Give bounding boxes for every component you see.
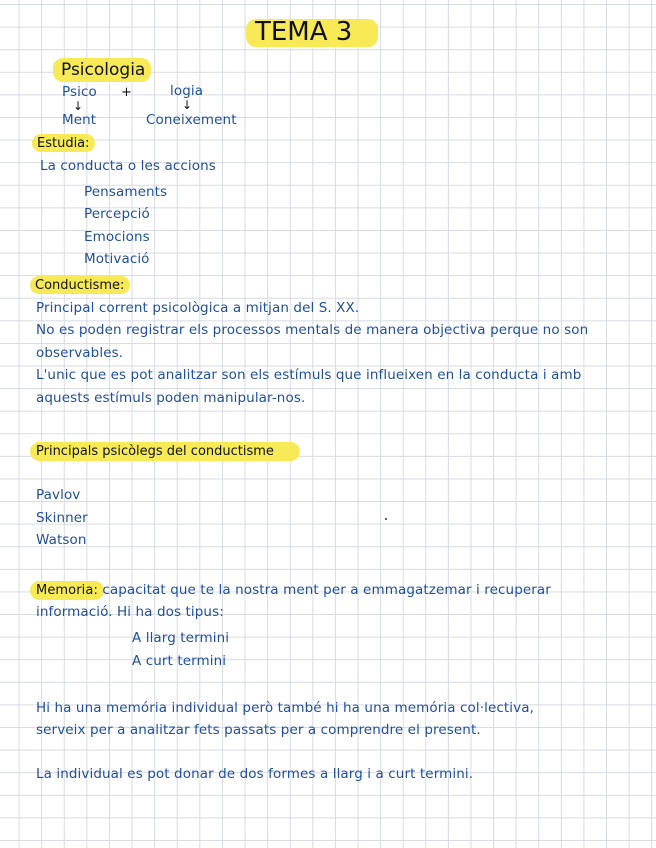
memoria-paragraph-line: serveix per a analitzar fets passats per a comprendre el present. xyxy=(36,722,481,738)
memoria-paragraph-line: La individual es pot donar de dos formes a llarg i a curt termini. xyxy=(36,766,474,782)
arrow-down-icon: ↓ xyxy=(182,98,193,112)
psicologia-heading: Psicologia xyxy=(61,60,146,80)
memoria-line xyxy=(36,584,551,598)
conductisme-line: Principal corrent psicològica a mitjan del S. XX. xyxy=(36,300,360,316)
memoria-line: informació. Hi ha dos tipus: xyxy=(36,604,224,620)
memoria-type: A curt termini xyxy=(132,653,227,669)
psicoleg-name: Pavlov xyxy=(36,487,81,503)
arrow-down-icon: ↓ xyxy=(73,99,84,113)
memoria-type: A llarg termini xyxy=(132,630,230,646)
estudia-label: Estudia: xyxy=(37,136,90,151)
conductisme-line: L'unic que es pot analitzar son els estímuls que influeixen en la conducta i amb xyxy=(36,367,582,383)
memoria-definition: capacitat que te la nostra ment per a emmagatzemar i recuperar xyxy=(97,582,551,598)
psicoleg-name: Watson xyxy=(36,532,87,548)
logia-part: logia xyxy=(170,83,204,99)
estudia-item: Motivació xyxy=(84,251,150,267)
plus-sign: + xyxy=(121,85,132,100)
conductisme-line: aquests estímuls poden manipular-nos. xyxy=(36,390,306,406)
estudia-item: Percepció xyxy=(84,206,150,222)
conductisme-line: observables. xyxy=(36,345,124,361)
memoria-label: Memoria: xyxy=(36,583,98,598)
coneixement-meaning: Coneixement xyxy=(146,112,237,128)
conductisme-line: No es poden registrar els processos mentals de manera objectiva perque no son xyxy=(36,322,589,338)
estudia-item: Pensaments xyxy=(84,184,168,200)
psico-part: Psico xyxy=(62,84,97,100)
estudia-item: Emocions xyxy=(84,229,150,245)
page-title-text: TEMA 3 xyxy=(255,17,353,47)
estudia-text: La conducta o les accions xyxy=(40,158,216,174)
psicoleg-name: Skinner xyxy=(36,510,88,526)
psicolegs-heading: Principals psicòlegs del conductisme xyxy=(36,444,274,459)
conductisme-label: Conductisme: xyxy=(35,278,125,293)
ment-meaning: Ment xyxy=(62,112,97,128)
memoria-paragraph-line: Hi ha una memória individual però també hi ha una memória col·lectiva, xyxy=(36,700,535,716)
stray-dot xyxy=(385,518,387,520)
